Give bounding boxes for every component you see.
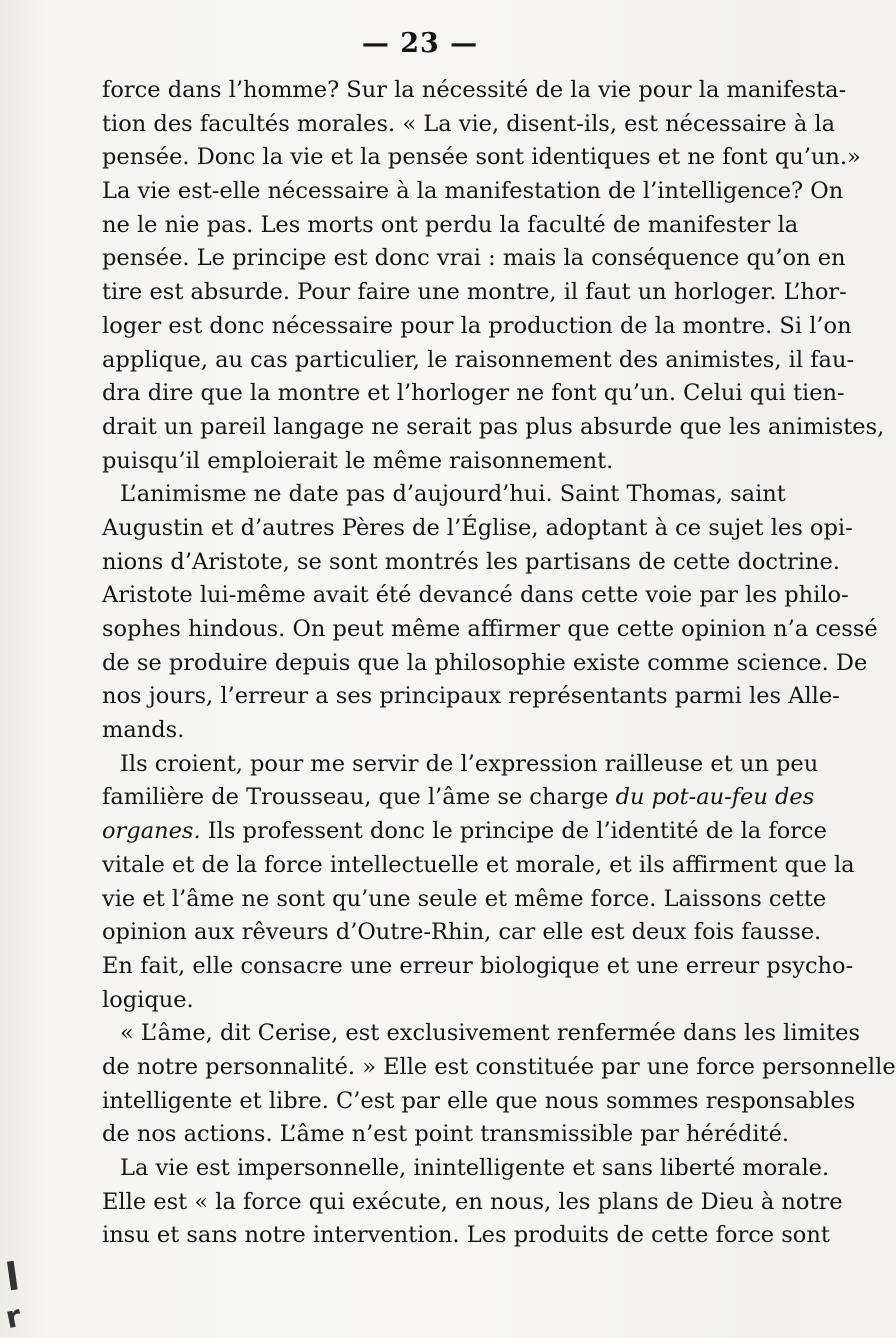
text-line: applique, au cas particulier, le raisonnement des animistes, il fau- — [102, 346, 855, 373]
text-line: Aristote lui-même avait été devancé dans cette voie par les philo- — [102, 582, 849, 609]
text-line: de nos actions. L’âme n’est point transmissible par hérédité. — [102, 1121, 790, 1148]
text-line: tire est absurde. Pour faire une montre, il faut un horloger. L’hor- — [102, 279, 847, 306]
text-line: puisqu’il emploierait le même raisonnement. — [102, 447, 614, 474]
page-number: — 23 — — [361, 28, 479, 59]
text-line: logique. — [102, 986, 194, 1013]
text-line: insu et sans notre intervention. Les produits de cette force sont — [102, 1222, 830, 1249]
text-line: de notre personnalité. » Elle est constituée par une force personnelle — [102, 1053, 896, 1080]
text-line: « L’âme, dit Cerise, est exclusivement renfermée dans les limites — [120, 1020, 861, 1047]
text-line: vie et l’âme ne sont qu’une seule et même force. Laissons cette — [102, 885, 827, 912]
text-line: Ils croient, pour me servir de l’expression railleuse et un peu — [120, 750, 819, 777]
text-line: drait un pareil langage ne serait pas plus absurde que les animistes, — [102, 413, 885, 440]
text-line: mands. — [102, 717, 185, 744]
italic-text: du pot-au-feu des — [615, 784, 815, 811]
text-line: nos jours, l’erreur a ses principaux représentants parmi les Alle- — [102, 683, 840, 710]
text-line: ne le nie pas. Les morts ont perdu la faculté de manifester la — [102, 211, 799, 238]
text-line: familière de Trousseau, que l’âme se charge du pot-au-feu des — [102, 784, 815, 811]
italic-text: organes. — [102, 818, 201, 845]
text-line: loger est donc nécessaire pour la production de la montre. Si l’on — [102, 312, 852, 339]
margin-handwritten-mark-lower: r — [2, 1298, 25, 1337]
text-line: vitale et de la force intellectuelle et morale, et ils affirment que la — [102, 851, 855, 878]
text-line: pensée. Le principe est donc vrai : mais la conséquence qu’on en — [102, 245, 846, 272]
text-line: dra dire que la montre et l’horloger ne font qu’un. Celui qui tien- — [102, 380, 845, 407]
text-line: En fait, elle consacre une erreur biologique et une erreur psycho- — [102, 952, 854, 979]
text-line: nions d’Aristote, se sont montrés les partisans de cette doctrine. — [102, 548, 840, 575]
text-line: opinion aux rêveurs d’Outre-Rhin, car elle est deux fois fausse. — [102, 919, 822, 946]
text-line: Elle est « la force qui exécute, en nous, les plans de Dieu à notre — [102, 1188, 843, 1215]
text-line: force dans l’homme? Sur la nécessité de la vie pour la manifesta- — [102, 77, 847, 103]
text-line: sophes hindous. On peut même affirmer que cette opinion n’a cessé — [102, 616, 878, 642]
body-text — [102, 74, 896, 1253]
text-line: de se produire depuis que la philosophie existe comme science. De — [102, 649, 868, 676]
margin-handwritten-mark: l — [3, 1254, 23, 1300]
text-line: La vie est-elle nécessaire à la manifestation de l’intelligence? On — [102, 178, 844, 205]
text-line: organes. Ils professent donc le principe de l’identité de la force — [102, 818, 827, 845]
text-line: tion des facultés morales. « La vie, disent-ils, est nécessaire à la — [102, 110, 836, 137]
text-line: L’animisme ne date pas d’aujourd’hui. Saint Thomas, saint — [120, 481, 786, 508]
text-line: La vie est impersonnelle, inintelligente et sans liberté morale. — [120, 1155, 830, 1181]
text-line: Augustin et d’autres Pères de l’Église, adoptant à ce sujet les opi- — [102, 514, 853, 541]
text-line: intelligente et libre. C’est par elle que nous sommes responsables — [102, 1087, 856, 1114]
text-line: pensée. Donc la vie et la pensée sont identiques et ne font qu’un.» — [102, 144, 861, 171]
